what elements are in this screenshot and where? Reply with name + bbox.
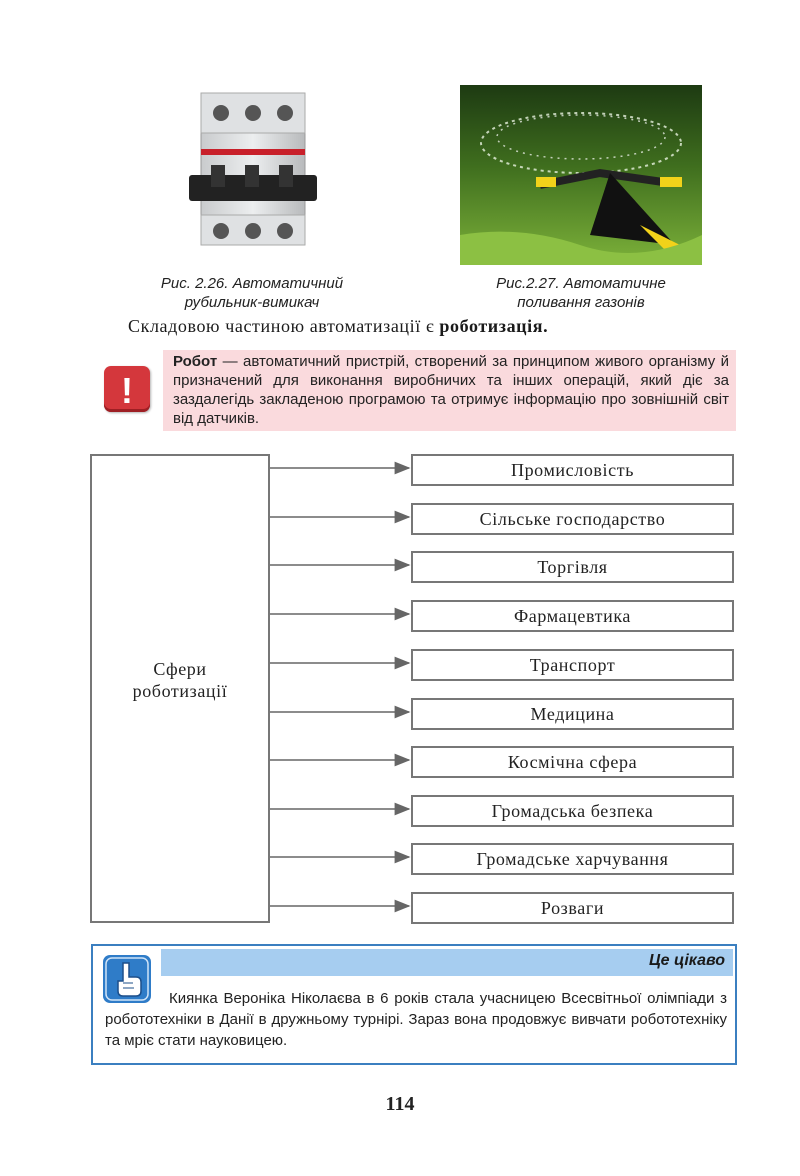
diagram-item-box: Розваги [411,892,734,924]
definition-body: — автоматичний пристрій, створений за принципом живого організму й призначений для виконання виробничих та інших операцій, який діє за заздалегідь закладеною програмою та отримує інформацію про зовнішній світ від датчиків. [173,353,729,427]
diagram-item-box: Громадська безпека [411,795,734,827]
intro-bold-term: роботизація. [439,316,549,336]
diagram-item-box: Фармацевтика [411,600,734,632]
diagram-item-box: Громадське харчування [411,843,734,875]
root-label-line: Сфери [153,659,207,679]
interesting-fact-box [91,944,737,1065]
root-label-line: роботизації [132,681,228,701]
page-number: 114 [385,1093,415,1115]
intro-text: Складовою частиною автоматизації є [128,316,440,336]
diagram-item-box: Транспорт [411,649,734,681]
diagram-item-box: Торгівля [411,551,734,583]
interesting-text [105,988,727,1051]
diagram-item-box: Промисловість [411,454,734,486]
caption-line: рубильник-вимикач [184,294,320,311]
diagram-item-box: Космічна сфера [411,746,734,778]
exclamation-icon: ! [104,366,150,412]
caption-line: поливання газонів [517,294,645,311]
definition-term: Робот [173,353,218,370]
interesting-header [161,949,733,976]
interesting-title: Це цікаво [648,952,725,969]
caption-line: Рис.2.27. Автоматичне [496,275,666,292]
caption-line: Рис. 2.26. Автоматичний [160,275,344,292]
diagram-item-box: Медицина [411,698,734,730]
diagram-item-box: Сільське господарство [411,503,734,535]
interesting-body: Киянка Вероніка Ніколаєва в 6 років стала учасницею Всесвітньої олімпіади з робототехніки в Данії в дружньому турнірі. Зараз вона продовжує вивчати робототехніку та мріє стати науковицею. [105,990,727,1049]
